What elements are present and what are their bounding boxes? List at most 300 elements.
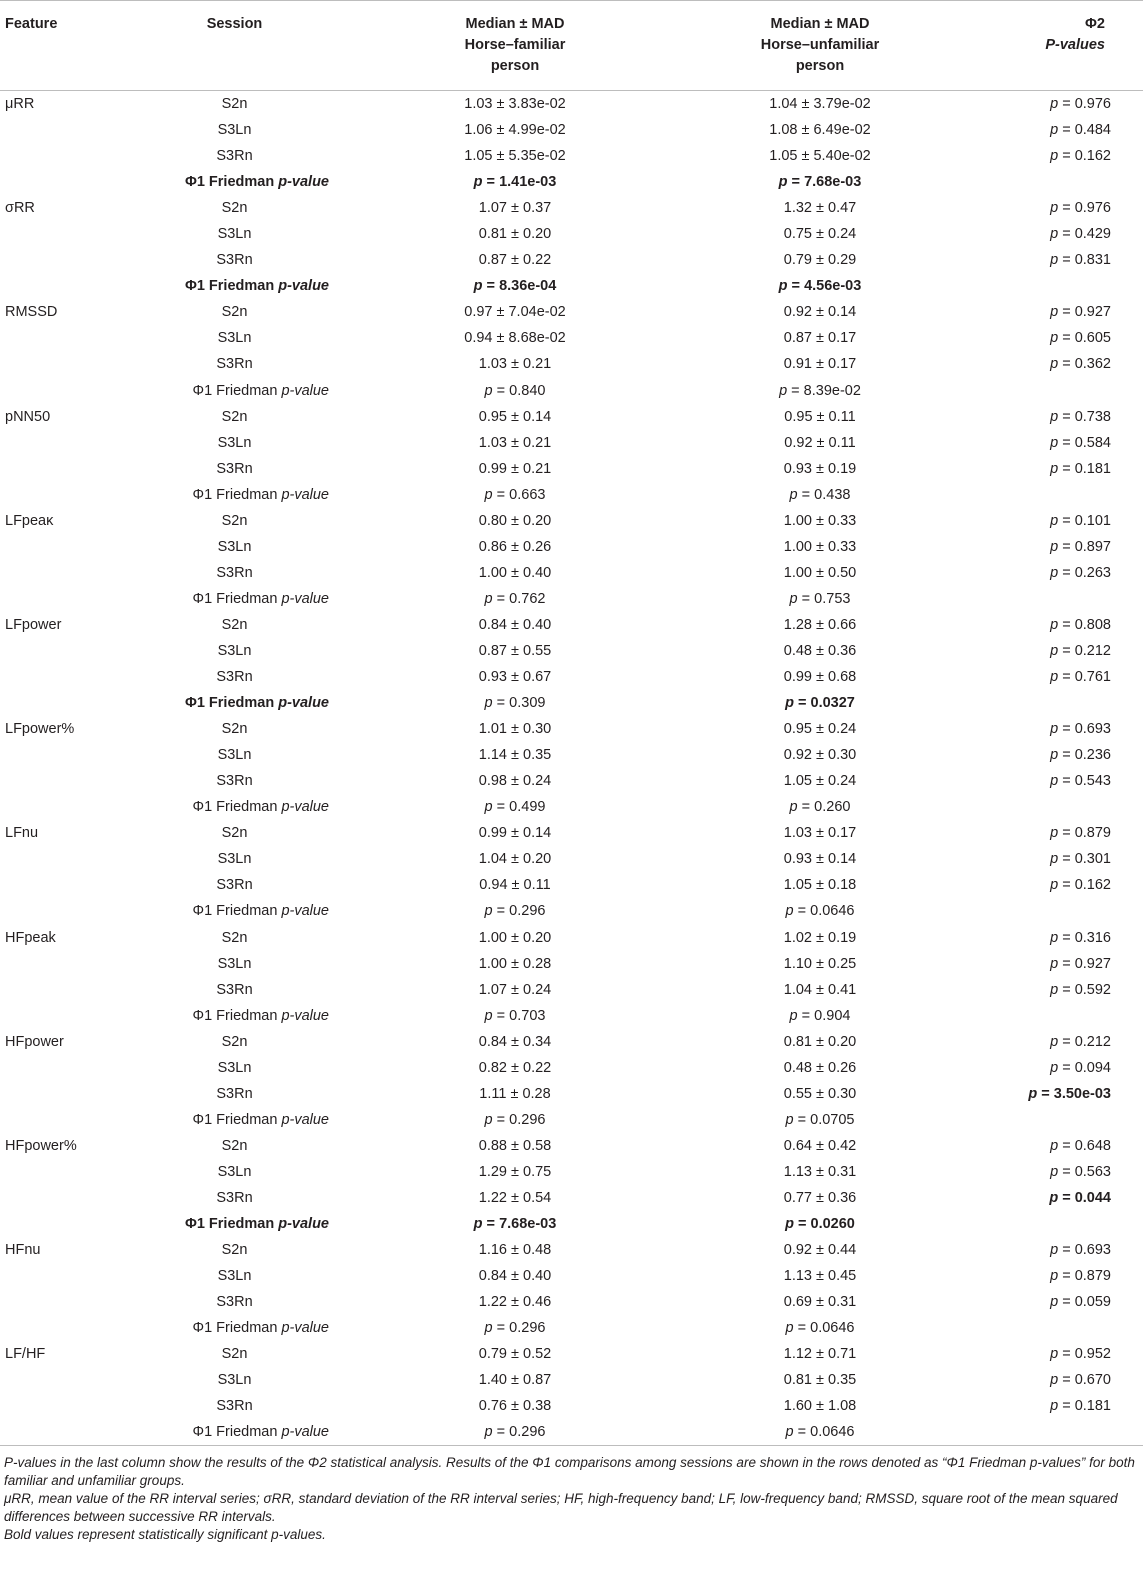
p-symbol: p: [789, 590, 798, 607]
unfamiliar-value: 0.92 ± 0.11: [784, 434, 856, 451]
friedman-familiar-pvalue: [355, 169, 675, 195]
table-row: [0, 247, 1143, 273]
familiar-value: 1.14 ± 0.35: [478, 747, 552, 764]
unfamiliar-value: 1.04 ± 0.41: [783, 981, 857, 998]
phi2-pvalue: [965, 1367, 1143, 1393]
table-row: [0, 508, 1143, 534]
equals-sign: =: [1058, 252, 1075, 269]
feature-name: RMSSD: [5, 304, 58, 321]
feature-cell: [0, 273, 180, 299]
p-value: 0.296: [509, 1320, 546, 1337]
table-row: [0, 430, 1143, 456]
p-value: 4.56e-03: [804, 278, 862, 295]
phi2-pvalue: [965, 1289, 1143, 1315]
table-row: [0, 560, 1143, 586]
p-symbol: p: [484, 695, 493, 712]
p-value: 0.309: [509, 695, 546, 712]
p-symbol: p: [1050, 1163, 1059, 1180]
familiar-value: 0.84 ± 0.40: [478, 616, 552, 633]
unfamiliar-value: 0.95 ± 0.11: [784, 408, 856, 425]
p-value: 0.0646: [810, 903, 855, 920]
familiar-value: 1.05 ± 5.35e-02: [464, 148, 566, 165]
p-symbol: p: [1050, 877, 1059, 894]
p-value: 0.976: [1074, 96, 1111, 113]
phi2-pvalue: [965, 664, 1143, 690]
phi2-pvalue: [965, 325, 1143, 351]
friedman-familiar-pvalue: [355, 482, 675, 508]
p-value: 0.296: [509, 1111, 546, 1128]
unfamiliar-value: 0.95 ± 0.24: [783, 721, 857, 738]
unfamiliar-value: 1.05 ± 5.40e-02: [769, 148, 871, 165]
phi2-pvalue: [965, 143, 1143, 169]
equals-sign: =: [1058, 929, 1075, 946]
p-symbol: p: [1050, 1033, 1059, 1050]
friedman-unfamiliar-pvalue: [675, 898, 965, 924]
table-row: [0, 404, 1143, 430]
table-row: [0, 1081, 1143, 1107]
equals-sign: =: [1058, 1372, 1075, 1389]
session-cell: S3Ln: [217, 330, 252, 347]
p-symbol: p: [1050, 148, 1059, 165]
friedman-unfamiliar-pvalue: [675, 1107, 965, 1133]
equals-sign: =: [1058, 981, 1075, 998]
unfamiliar-value: 0.55 ± 0.30: [783, 1085, 857, 1102]
friedman-suffix: p-value: [278, 278, 329, 295]
p-value: 0.879: [1074, 1268, 1111, 1285]
feature-cell: [0, 1393, 180, 1419]
friedman-suffix: p-value: [281, 590, 329, 607]
p-value: 0.438: [814, 486, 851, 503]
unfamiliar-value: 0.93 ± 0.19: [783, 460, 857, 477]
p-symbol: p: [1050, 252, 1059, 269]
p-value: 0.703: [509, 1007, 546, 1024]
session-cell: S3Rn: [216, 1294, 253, 1311]
equals-sign: =: [1058, 330, 1075, 347]
feature-cell: [0, 456, 180, 482]
equals-sign: =: [793, 695, 811, 712]
equals-sign: =: [1058, 825, 1075, 842]
familiar-value: 0.99 ± 0.14: [478, 825, 552, 842]
session-cell: S3Ln: [217, 851, 252, 868]
friedman-suffix: p-value: [281, 486, 329, 503]
table-row: [0, 1237, 1143, 1263]
friedman-row: [0, 482, 1143, 508]
p-symbol: p: [1050, 1137, 1059, 1154]
empty-cell: [965, 169, 1143, 195]
familiar-value: 0.99 ± 0.21: [478, 460, 552, 477]
friedman-suffix: p-value: [281, 1007, 329, 1024]
session-cell: S3Ln: [217, 955, 252, 972]
friedman-row: [0, 1107, 1143, 1133]
familiar-value: 1.00 ± 0.28: [478, 955, 552, 972]
equals-sign: =: [797, 799, 815, 816]
feature-cell: [0, 117, 180, 143]
footnote-2: μRR, mean value of the RR interval series; σRR, standard deviation of the RR interval series; HF, high-frequency band; LF, low-frequency band; RMSSD, square root of the mean squared differences between successive RR intervals.: [4, 1491, 1118, 1524]
familiar-value: 0.88 ± 0.58: [478, 1137, 552, 1154]
p-symbol: p: [473, 174, 483, 191]
equals-sign: =: [1058, 721, 1075, 738]
p-value: 0.762: [509, 590, 546, 607]
friedman-familiar-pvalue: [355, 586, 675, 612]
p-symbol: p: [1050, 1268, 1059, 1285]
p-symbol: p: [1050, 669, 1059, 686]
friedman-unfamiliar-pvalue: [675, 1315, 965, 1341]
table-row: [0, 91, 1143, 118]
equals-sign: =: [482, 278, 500, 295]
equals-sign: =: [1058, 1137, 1075, 1154]
feature-cell: [0, 664, 180, 690]
friedman-prefix: Φ1 Friedman: [192, 382, 282, 399]
phi2-pvalue: [965, 951, 1143, 977]
equals-sign: =: [787, 278, 805, 295]
equals-sign: =: [1058, 460, 1075, 477]
phi2-pvalue: [965, 247, 1143, 273]
p-symbol: p: [1050, 538, 1059, 555]
p-value: 0.543: [1074, 773, 1111, 790]
familiar-value: 0.84 ± 0.40: [478, 1268, 552, 1285]
friedman-familiar-pvalue: [355, 794, 675, 820]
phi2-pvalue: [965, 977, 1143, 1003]
p-symbol: p: [484, 486, 493, 503]
p-value: 0.831: [1074, 252, 1111, 269]
friedman-row: [0, 169, 1143, 195]
feature-name: HFpower: [5, 1033, 64, 1050]
equals-sign: =: [1058, 1398, 1075, 1415]
session-cell: S3Ln: [217, 226, 252, 243]
p-value: 0.648: [1074, 1137, 1111, 1154]
familiar-value: 1.03 ± 3.83e-02: [464, 96, 566, 113]
table-row: [0, 612, 1143, 638]
friedman-label: [180, 1211, 355, 1237]
empty-cell: [965, 482, 1143, 508]
phi2-pvalue: [965, 1341, 1143, 1367]
unfamiliar-value: 1.12 ± 0.71: [783, 1346, 857, 1363]
p-value: 0.263: [1074, 564, 1111, 581]
p-symbol: p: [1050, 434, 1059, 451]
feature-cell: [0, 1055, 180, 1081]
familiar-value: 0.76 ± 0.38: [478, 1398, 552, 1415]
header-phi2-line1: Φ2: [1085, 16, 1105, 32]
equals-sign: =: [793, 1216, 811, 1233]
feature-cell: [0, 378, 180, 404]
p-value: 0.693: [1074, 1242, 1111, 1259]
p-symbol: p: [473, 278, 483, 295]
p-value: 0.592: [1074, 981, 1111, 998]
friedman-row: [0, 586, 1143, 612]
friedman-familiar-pvalue: [355, 1419, 675, 1446]
table-row: [0, 143, 1143, 169]
unfamiliar-value: 0.48 ± 0.36: [783, 643, 857, 659]
feature-cell: [0, 768, 180, 794]
feature-name: LFpower%: [5, 721, 75, 738]
friedman-unfamiliar-pvalue: [675, 586, 965, 612]
empty-cell: [965, 378, 1143, 404]
familiar-value: 0.82 ± 0.22: [478, 1059, 552, 1076]
session-cell: S3Ln: [217, 1059, 252, 1076]
friedman-familiar-pvalue: [355, 1315, 675, 1341]
p-symbol: p: [484, 1111, 493, 1128]
friedman-unfamiliar-pvalue: [675, 1003, 965, 1029]
equals-sign: =: [797, 590, 815, 607]
friedman-familiar-pvalue: [355, 898, 675, 924]
header-session: Session: [180, 1, 355, 91]
familiar-value: 1.22 ± 0.46: [478, 1294, 552, 1311]
p-value: 0.094: [1074, 1059, 1111, 1076]
session-cell: S2n: [221, 1137, 248, 1154]
phi2-pvalue: [965, 820, 1143, 846]
equals-sign: =: [1058, 1268, 1075, 1285]
p-value: 0.212: [1074, 643, 1111, 659]
unfamiliar-value: 1.13 ± 0.45: [783, 1268, 857, 1285]
friedman-unfamiliar-pvalue: [675, 690, 965, 716]
header-unfamiliar: [675, 1, 965, 91]
friedman-prefix: Φ1 Friedman: [184, 695, 279, 712]
familiar-value: 0.94 ± 8.68e-02: [464, 330, 566, 347]
table-row: [0, 117, 1143, 143]
friedman-label: [180, 690, 355, 716]
feature-cell: [0, 872, 180, 898]
feature-name: LFpeaκ: [5, 512, 54, 529]
p-value: 0.605: [1074, 330, 1111, 347]
feature-cell: [0, 482, 180, 508]
p-value: 7.68e-03: [804, 174, 862, 191]
session-cell: S2n: [221, 96, 248, 113]
friedman-label: [180, 1315, 355, 1341]
friedman-row: [0, 378, 1143, 404]
feature-name: μRR: [5, 96, 35, 113]
unfamiliar-value: 1.13 ± 0.31: [783, 1163, 857, 1180]
session-cell: S2n: [221, 721, 248, 738]
friedman-row: [0, 898, 1143, 924]
p-value: 0.0327: [810, 695, 855, 712]
p-value: 0.296: [509, 1424, 546, 1441]
equals-sign: =: [1037, 1085, 1054, 1102]
equals-sign: =: [1058, 669, 1075, 686]
p-symbol: p: [484, 903, 493, 920]
p-value: 0.260: [814, 799, 851, 816]
header-phi2: [965, 1, 1143, 91]
familiar-value: 1.00 ± 0.40: [478, 564, 552, 581]
phi2-pvalue: [965, 1159, 1143, 1185]
equals-sign: =: [482, 174, 500, 191]
p-value: 0.429: [1074, 226, 1111, 243]
p-symbol: p: [1049, 1189, 1059, 1206]
p-symbol: p: [785, 1320, 794, 1337]
p-symbol: p: [1050, 200, 1059, 217]
p-symbol: p: [1050, 851, 1059, 868]
phi2-pvalue: [965, 1237, 1143, 1263]
session-cell: S2n: [221, 304, 248, 321]
unfamiliar-value: 1.00 ± 0.33: [783, 512, 857, 529]
phi2-pvalue: [965, 716, 1143, 742]
phi2-pvalue: [965, 1055, 1143, 1081]
equals-sign: =: [1058, 512, 1075, 529]
p-symbol: p: [789, 1007, 798, 1024]
p-symbol: p: [484, 1320, 493, 1337]
phi2-pvalue: [965, 846, 1143, 872]
table-row: [0, 1289, 1143, 1315]
equals-sign: =: [793, 1320, 811, 1337]
p-value: 1.41e-03: [499, 174, 557, 191]
friedman-familiar-pvalue: [355, 378, 675, 404]
table-body: [0, 91, 1143, 1446]
familiar-value: 1.03 ± 0.21: [478, 356, 552, 373]
friedman-row: [0, 690, 1143, 716]
p-symbol: p: [1050, 981, 1059, 998]
phi2-pvalue: [965, 925, 1143, 951]
friedman-prefix: Φ1 Friedman: [192, 903, 282, 920]
equals-sign: =: [1058, 1163, 1075, 1180]
familiar-value: 0.87 ± 0.22: [478, 252, 552, 269]
equals-sign: =: [1058, 200, 1075, 217]
p-value: 0.840: [509, 382, 546, 399]
phi2-pvalue: [965, 768, 1143, 794]
session-cell: S3Ln: [217, 1163, 252, 1180]
unfamiliar-value: 1.28 ± 0.66: [783, 616, 857, 633]
unfamiliar-value: 0.48 ± 0.26: [783, 1059, 857, 1076]
friedman-familiar-pvalue: [355, 690, 675, 716]
equals-sign: =: [1058, 122, 1075, 139]
equals-sign: =: [797, 1007, 815, 1024]
table-row: [0, 1133, 1143, 1159]
friedman-row: [0, 1211, 1143, 1237]
friedman-prefix: Φ1 Friedman: [192, 486, 282, 503]
p-symbol: p: [484, 590, 493, 607]
p-symbol: p: [785, 1424, 794, 1441]
friedman-familiar-pvalue: [355, 1211, 675, 1237]
empty-cell: [965, 898, 1143, 924]
equals-sign: =: [492, 1320, 510, 1337]
unfamiliar-value: 1.60 ± 1.08: [783, 1398, 857, 1415]
feature-cell: [0, 325, 180, 351]
p-value: 0.0260: [810, 1216, 855, 1233]
p-value: 0.212: [1074, 1033, 1111, 1050]
feature-cell: [0, 794, 180, 820]
table-row: [0, 768, 1143, 794]
p-symbol: p: [1050, 226, 1059, 243]
unfamiliar-value: 0.64 ± 0.42: [783, 1137, 857, 1154]
friedman-unfamiliar-pvalue: [675, 482, 965, 508]
p-value: 0.0646: [810, 1320, 855, 1337]
unfamiliar-value: 0.87 ± 0.17: [783, 330, 857, 347]
p-symbol: p: [1050, 512, 1059, 529]
p-value: 3.50e-03: [1053, 1085, 1111, 1102]
friedman-prefix: Φ1 Friedman: [192, 799, 282, 816]
p-symbol: p: [1050, 304, 1059, 321]
p-value: 0.162: [1074, 877, 1111, 894]
equals-sign: =: [492, 486, 510, 503]
p-symbol: p: [1050, 1294, 1059, 1311]
phi2-pvalue: [965, 195, 1143, 221]
familiar-value: 1.16 ± 0.48: [478, 1242, 552, 1259]
feature-cell: [0, 1263, 180, 1289]
session-cell: S2n: [221, 929, 248, 946]
p-value: 0.663: [509, 486, 546, 503]
familiar-value: 0.86 ± 0.26: [478, 538, 552, 555]
familiar-value: 0.80 ± 0.20: [478, 512, 552, 529]
equals-sign: =: [1058, 564, 1075, 581]
table-row: [0, 221, 1143, 247]
header-familiar: [355, 1, 675, 91]
friedman-row: [0, 1419, 1143, 1446]
p-symbol: p: [1050, 929, 1059, 946]
p-value: 0.0705: [810, 1111, 855, 1128]
feature-cell: [0, 221, 180, 247]
equals-sign: =: [492, 382, 510, 399]
header-phi2-line2: P-values: [1045, 37, 1105, 53]
p-symbol: p: [1050, 460, 1059, 477]
p-symbol: p: [1050, 356, 1059, 373]
phi2-pvalue: [965, 1185, 1143, 1211]
familiar-value: 0.97 ± 7.04e-02: [464, 304, 566, 321]
feature-name: HFnu: [5, 1242, 41, 1259]
p-value: 0.316: [1074, 929, 1111, 946]
phi2-pvalue: [965, 638, 1143, 664]
phi2-pvalue: [965, 91, 1143, 118]
p-value: 0.484: [1074, 122, 1111, 139]
p-symbol: p: [789, 799, 798, 816]
equals-sign: =: [793, 903, 811, 920]
p-symbol: p: [1050, 825, 1059, 842]
empty-cell: [965, 586, 1143, 612]
familiar-value: 0.84 ± 0.34: [478, 1033, 552, 1050]
table-row: [0, 951, 1143, 977]
friedman-label: [180, 1107, 355, 1133]
p-symbol: p: [779, 382, 788, 399]
friedman-unfamiliar-pvalue: [675, 1419, 965, 1446]
p-value: 0.362: [1074, 356, 1111, 373]
familiar-value: 1.06 ± 4.99e-02: [464, 122, 566, 139]
p-value: 0.301: [1074, 851, 1111, 868]
feature-name: LF/HF: [5, 1346, 46, 1363]
unfamiliar-value: 1.05 ± 0.24: [783, 773, 857, 790]
equals-sign: =: [492, 1007, 510, 1024]
p-symbol: p: [1050, 1372, 1059, 1389]
session-cell: S3Ln: [217, 434, 252, 451]
equals-sign: =: [1058, 1033, 1075, 1050]
session-cell: S3Ln: [217, 643, 252, 659]
friedman-prefix: Φ1 Friedman: [192, 590, 282, 607]
p-symbol: p: [1028, 1085, 1038, 1102]
friedman-row: [0, 273, 1143, 299]
feature-cell: [0, 534, 180, 560]
friedman-suffix: p-value: [281, 1424, 329, 1441]
session-cell: S3Ln: [217, 747, 252, 764]
p-symbol: p: [484, 1424, 493, 1441]
feature-cell: [0, 951, 180, 977]
feature-cell: [0, 1159, 180, 1185]
p-symbol: p: [484, 799, 493, 816]
session-cell: S3Rn: [216, 981, 253, 998]
unfamiliar-value: 0.92 ± 0.30: [783, 747, 857, 764]
p-value: 0.181: [1074, 460, 1111, 477]
equals-sign: =: [492, 1424, 510, 1441]
friedman-prefix: Φ1 Friedman: [192, 1111, 282, 1128]
equals-sign: =: [1058, 1059, 1075, 1076]
feature-name: LFpower: [5, 616, 62, 633]
empty-cell: [965, 1315, 1143, 1341]
feature-name: HFpower%: [5, 1137, 77, 1154]
p-value: 0.296: [509, 903, 546, 920]
familiar-value: 1.07 ± 0.24: [478, 981, 552, 998]
p-symbol: p: [778, 278, 788, 295]
session-cell: S3Rn: [216, 669, 253, 686]
equals-sign: =: [492, 903, 510, 920]
unfamiliar-value: 0.91 ± 0.17: [783, 356, 857, 373]
equals-sign: =: [1058, 1294, 1075, 1311]
phi2-pvalue: [965, 1393, 1143, 1419]
p-value: 0.952: [1074, 1346, 1111, 1363]
